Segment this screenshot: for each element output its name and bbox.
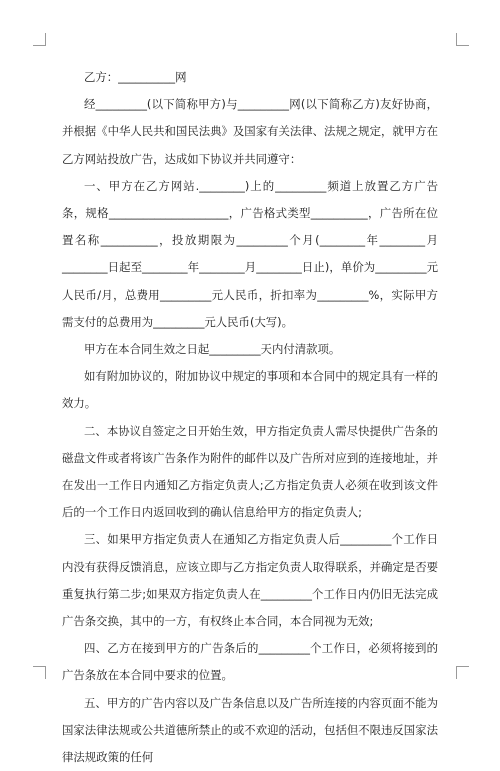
clause-3-paragraph: 三、如果甲方指定负责人在通知乙方指定负责人后_________个工作日内没有获得反馈消息，应该立即与乙方指定负责人取得联系，并确定是否要重复执行第二步;如果双方指定负责人在_________个工作日内仍旧无法完成广告条交换，其中的一方，有权终止本合同，本合同视为无效; — [62, 532, 438, 629]
clause-5-paragraph: 五、甲方的广告内容以及广告条信息以及广告所连接的内容页面不能为国家法律法规或公共道德所禁止的或不欢迎的活动，包括但不限违反国家法律法规政策的任何 — [62, 695, 438, 765]
payment-term-paragraph: 甲方在本合同生效之日起_________天内付清款项。 — [84, 342, 341, 357]
document-body — [62, 64, 438, 771]
preamble-paragraph: 经_________(以下简称甲方)与_________网(以下简称乙方)友好协商，并根据《中华人民共和国民法典》及国家有关法律、法规之规定，就甲方在乙方网站投放广告，达成如下协议并共同遵守： — [62, 97, 438, 166]
crop-mark-bottom-left — [33, 666, 46, 679]
crop-mark-top-right — [456, 33, 469, 46]
crop-mark-top-left — [33, 33, 46, 46]
clause-1-paragraph: 一、甲方在乙方网站.________)上的_________频道上放置乙方广告条，规格_____________________，广告格式类型__________，广告所在位置名称__________，投放期限为_________个月(________年________月________日起至________年________月________日止)，单价为_________元人民币/月，总费用_________元人民币，折扣率为_________%，实际甲方需支付的总费用为_________元人民币(大写)。 — [62, 178, 438, 329]
clause-4-paragraph: 四、乙方在接到甲方的广告条后的_________个工作日，必须将接到的广告条放在本合同中要求的位置。 — [62, 641, 438, 683]
supplementary-agreement-paragraph: 如有附加协议的，附加协议中规定的事项和本合同中的规定具有一样的效力。 — [62, 369, 438, 411]
party-b-line: 乙方：__________网 — [84, 70, 187, 84]
clause-2-paragraph: 二、本协议自签定之日开始生效，甲方指定负责人需尽快提供广告条的磁盘文件或者将该广告条作为附件的邮件以及广告所对应到的连接地址，并在发出一工作日内通知乙方指定负责人;乙方指定负责人必须在收到该文件后的一个工作日内返回收到的确认信息给甲方的指定负责人; — [62, 423, 438, 520]
crop-mark-bottom-right — [456, 666, 469, 679]
